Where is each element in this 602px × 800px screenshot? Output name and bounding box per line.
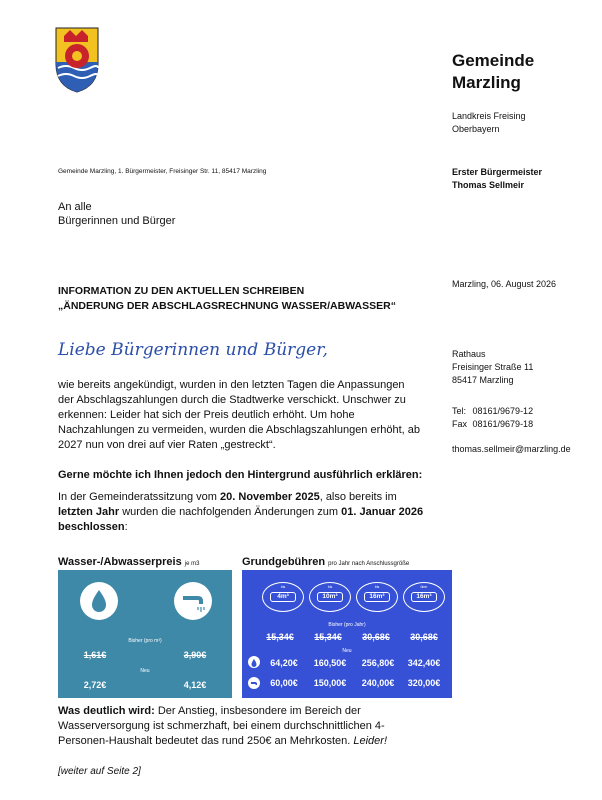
fee-old-label: Bisher (pro Jahr)	[328, 622, 366, 628]
fee-water-new-3: 256,80€	[361, 658, 395, 668]
fee-sewage-new-3: 240,00€	[361, 678, 395, 688]
title-line1: INFORMATION ZU DEN AKTUELLEN SCHREIBEN	[58, 285, 305, 297]
water-old-label: Bisher (pro m³)	[128, 638, 162, 644]
fee-water-new-2: 160,50€	[313, 658, 347, 668]
recipient-line1: An alle	[58, 201, 92, 213]
meter-icon-2: bis 10m³	[309, 582, 351, 612]
sewage-old-price: 3,90€	[183, 650, 207, 660]
faucet-icon-small	[248, 677, 260, 689]
contact-label: Rathaus	[452, 349, 486, 359]
fee-old-4: 30,68€	[410, 632, 438, 642]
sewage-new-price: 4,12€	[183, 680, 207, 690]
fee-old-3: 30,68€	[362, 632, 390, 642]
handwritten-greeting: Liebe Bürgerinnen und Bürger,	[58, 340, 328, 360]
decision-last-year: letzten Jahr	[58, 506, 120, 518]
closing-paragraph: Was deutlich wird: Der Anstieg, insbesondere im Bereich der Wasserversorgung ist schmerzhaft, bei einem durchschnittlichen 4-Personen-Haushalt bedeutet das rund 250€ an Mehrkosten. Leider!	[58, 705, 388, 747]
mayor-title: Erster Bürgermeister	[452, 167, 543, 177]
decision-text-2: , also bereits im	[319, 491, 397, 503]
coat-of-arms-logo	[54, 26, 100, 94]
faucet-icon	[174, 582, 212, 620]
decision-text-1: In der Gemeinderatssitzung vom	[58, 491, 221, 503]
meter-icon-3: bis 16m³	[356, 582, 398, 612]
fee-new-label: Neu	[342, 648, 352, 654]
water-drop-icon-bg	[80, 582, 118, 620]
org-name-line1: Gemeinde	[452, 51, 535, 70]
meter-icon-4: über 16m³	[403, 582, 445, 612]
continue-note: [weiter auf Seite 2]	[58, 766, 141, 777]
water-drop-icon	[80, 582, 118, 620]
fee-panel-heading: Grundgebühren pro Jahr nach Anschlussgröße	[242, 556, 410, 568]
date-place: Marzling, 06. August 2026	[452, 279, 557, 289]
base-fee-panel	[242, 570, 452, 698]
mayor-name: Thomas Sellmeir	[452, 180, 525, 190]
water-panel-heading: Wasser-/Abwasserpreis je m3	[58, 556, 200, 568]
water-new-label: Neu	[140, 668, 150, 674]
fee-old-1: 15,34€	[266, 632, 294, 642]
contact-city: 85417 Marzling	[452, 375, 514, 385]
meter-icon-1: bis 4m³	[262, 582, 304, 612]
faucet-icon-bg	[174, 582, 212, 620]
decision-effective: 01. Januar 2026 beschlossen	[58, 506, 424, 533]
district-line2: Oberbayern	[452, 124, 500, 134]
water-drop-icon-small	[248, 656, 260, 668]
decision-text-3: wurden die nachfolgenden Änderungen zum	[119, 506, 342, 518]
sender-line: Gemeinde Marzling, 1. Bürgermeister, Freisinger Str. 11, 85417 Marzling	[58, 168, 267, 175]
water-new-price: 2,72€	[83, 680, 107, 690]
explain-heading: Gerne möchte ich Ihnen jedoch den Hintergrund ausführlich erklären:	[58, 469, 423, 481]
district-line1: Landkreis Freising	[452, 111, 526, 121]
contact-street: Freisinger Straße 11	[452, 362, 534, 372]
fee-sewage-new-1: 60,00€	[270, 678, 298, 688]
water-price-panel	[58, 570, 232, 698]
fee-water-new-4: 342,40€	[407, 658, 441, 668]
decision-date: 20. November 2025	[220, 491, 320, 503]
fee-old-2: 15,34€	[314, 632, 342, 642]
fee-sewage-new-4: 320,00€	[407, 678, 441, 688]
decision-text-4: :	[124, 521, 128, 533]
org-name-line2: Marzling	[452, 73, 521, 92]
contact-tel: Tel: 08161/9679-12	[452, 406, 534, 416]
contact-fax: Fax 08161/9679-18	[452, 419, 534, 429]
paragraph-decision	[58, 490, 428, 535]
fee-sewage-new-2: 150,00€	[313, 678, 347, 688]
title-line2: „ÄNDERUNG DER ABSCHLAGSRECHNUNG WASSER/ABWASSER“	[58, 300, 396, 312]
water-old-price: 1,61€	[83, 650, 107, 660]
paragraph-intro: wie bereits angekündigt, wurden in den letzten Tagen die Anpassungen der Abschlagszahlungen durch die Stadtwerke verschickt. Unschwer zu erkennen: Leider hat sich der Preis deutlich erhöht. Um hohe Nachzahlungen zu vermeiden, wurden die Abschlagszahlungen erhöht, ab 2027 nun von drei auf vier Raten „gestreckt“.	[58, 379, 421, 451]
fee-water-new-1: 64,20€	[270, 658, 298, 668]
contact-email[interactable]: thomas.sellmeir@marzling.de	[452, 444, 571, 454]
recipient-line2: Bürgerinnen und Bürger	[58, 215, 176, 227]
